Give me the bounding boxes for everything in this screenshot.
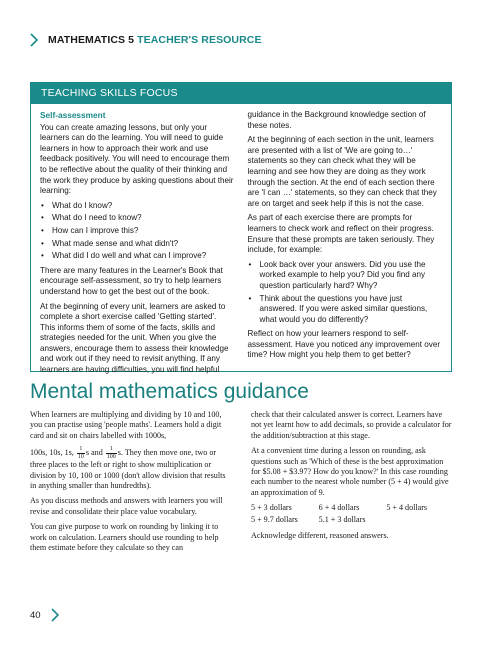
body-paragraph-fractions xyxy=(30,446,233,491)
focus-prompt-list xyxy=(248,260,442,326)
option-item: 5 + 4 dollars xyxy=(386,503,428,513)
body-paragraph: You can give purpose to work on rounding by linking it to work on calculation. Learners should use rounding to help them estimate before they calculate so they can xyxy=(30,522,219,553)
list-item: • How can I improve this? xyxy=(40,226,234,237)
body-paragraph: Acknowledge different, reasoned answers. xyxy=(251,531,389,541)
focus-left-column xyxy=(40,110,234,380)
focus-paragraph: There are many features in the Learner's Book that encourage self-assessment, so try to help learners understand how to get the best out of the book. xyxy=(40,265,223,296)
mental-maths-body xyxy=(30,410,454,558)
approximation-options xyxy=(251,503,454,525)
option-item: 5.1 + 3 dollars xyxy=(318,514,366,524)
body-text: s. They then move one, two or three places to the left or right to show multiplication or division by 10, 100 or 1000 (don't allow division that results in anything smaller than hundredths). xyxy=(30,448,226,491)
focus-paragraph: Reflect on how your learners respond to self-assessment. Have you noticed any improvement over time? How might you help them to get better? xyxy=(247,329,441,360)
list-item: • What do I need to know? xyxy=(40,213,234,224)
fraction-one-hundredth xyxy=(106,446,117,460)
body-paragraph: At a convenient time during a lesson on rounding, ask questions such as 'Which of these is the best approximation for $5.08 + $3.97? How do you know?' In this case rounding each number to the nearest whole number (5 + 4) would give an approximation of 9. xyxy=(251,446,449,497)
focus-right-column xyxy=(248,110,442,380)
fraction-denominator: 10 xyxy=(77,453,84,460)
body-text: s and xyxy=(85,448,103,458)
focus-paragraph: You can create amazing lessons, but only your learners can do the learning. You will need to guide learners in how to approach their work and use feedback positively. You will need to encourage them to be reflective about the quality of their thinking and the work they produce by asking questions about their learning: xyxy=(40,122,234,196)
focus-paragraph: At the beginning of every unit, learners are asked to complete a short exercise called 'Getting started'. This informs them of some of the facts, skills and strategies needed for the unit. When you give the answers, encourage them to assess their knowledge and work out if they need to revisit anything. If any learners are having difficulties, you will find helpful xyxy=(40,301,229,375)
body-text: 100s, 10s, 1s, xyxy=(30,448,74,458)
header-title-main: MATHEMATICS 5 xyxy=(48,34,135,46)
page-footer xyxy=(30,608,69,622)
focus-subheading: Self-assessment xyxy=(40,110,106,120)
header-title xyxy=(48,34,262,46)
body-paragraph: check that their calculated answer is correct. Learners have not yet learnt how to add decimals, so provide a calculator for the addition/subtraction at this stage. xyxy=(251,410,452,440)
body-right-column xyxy=(251,410,454,558)
list-item: • Look back over your answers. Did you use the worked example to help you? Did you find any question particularly hard? Why? xyxy=(248,260,442,292)
teaching-skills-focus-box xyxy=(30,82,452,375)
body-paragraph: As you discuss methods and answers with learners you will revise and consolidate their place value vocabulary. xyxy=(30,496,223,516)
option-item: 6 + 4 dollars xyxy=(318,503,360,513)
page-header xyxy=(30,30,262,50)
focus-heading: TEACHING SKILLS FOCUS xyxy=(31,83,451,104)
page-number: 40 xyxy=(30,609,41,621)
chevron-right-icon xyxy=(30,33,38,47)
list-item: • What did I do well and what can I improve? xyxy=(40,251,234,262)
option-item: 5 + 9.7 dollars xyxy=(251,514,298,524)
body-paragraph: When learners are multiplying and dividing by 10 and 100, you can practise using 'people maths'. Learners hold a digit card and sit on chairs labelled with 1000s, xyxy=(30,410,222,440)
fraction-numerator: 1 xyxy=(77,446,85,454)
focus-paragraph: At the beginning of each section in the unit, learners are presented with a list of 'We are going to…' statements so they can check what they will be learning and see how they are doing as they work through the section. At the end of each section there are 'I can …' statements, so they can check that they are on target and seek help if this is not the case. xyxy=(247,135,437,208)
chevron-right-icon xyxy=(51,608,59,622)
focus-paragraph: guidance in the Background knowledge section of these notes. xyxy=(247,110,426,130)
option-item: 5 + 3 dollars xyxy=(251,503,292,513)
focus-question-list xyxy=(40,201,234,262)
list-item: • What do I know? xyxy=(40,201,234,212)
focus-columns xyxy=(40,110,441,380)
header-title-accent: TEACHER'S RESOURCE xyxy=(137,34,262,46)
body-left-column xyxy=(30,410,233,558)
fraction-denominator: 100 xyxy=(106,453,116,460)
list-item: • What made sense and what didn't? xyxy=(40,239,234,250)
fraction-one-tenth xyxy=(77,446,85,460)
focus-paragraph: As part of each exercise there are prompts for learners to check work and reflect on their progress. Ensure that these prompts are taken seriously. They include, for example: xyxy=(247,213,435,255)
fraction-numerator: 1 xyxy=(106,446,117,454)
section-title: Mental mathematics guidance xyxy=(30,380,309,403)
list-item: • Think about the questions you have just answered. If you were asked similar questions, what would you do differently? xyxy=(248,294,442,326)
